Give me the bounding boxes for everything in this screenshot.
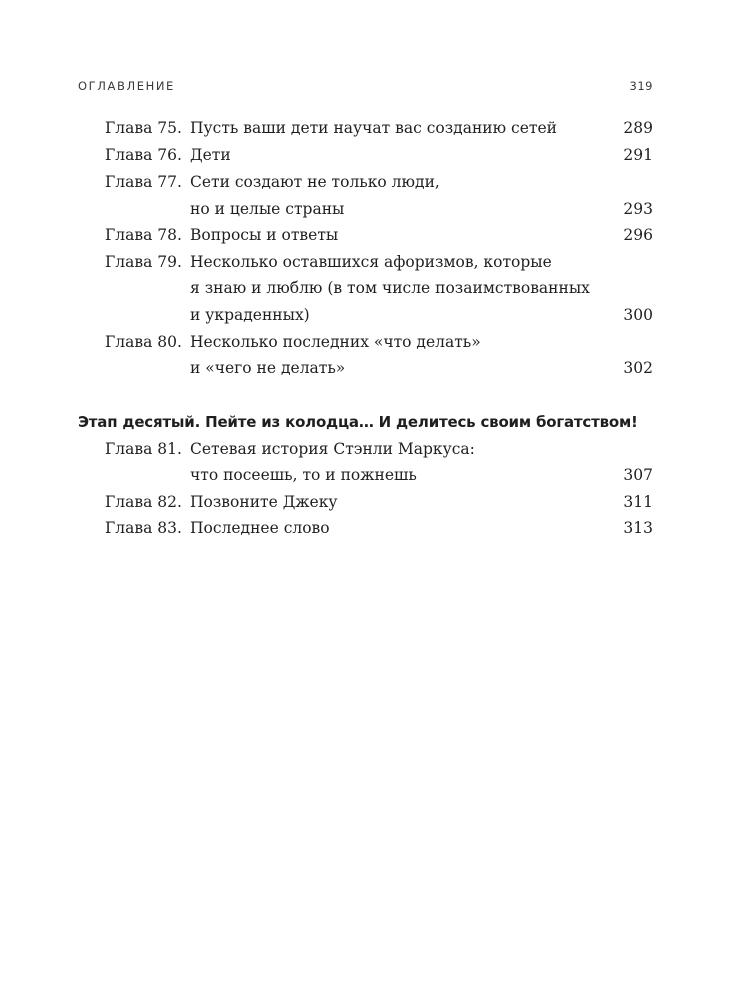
chapter-title-line: что посеешь, то и пожнешь (190, 466, 417, 484)
chapter-number: Глава 82. (105, 493, 182, 511)
chapter-title-line: Несколько последних «что делать» (190, 333, 481, 351)
chapter-page-number: 293 (623, 200, 653, 218)
chapter-title-line: Пусть ваши дети научат вас созданию сетей (190, 119, 557, 137)
chapter-title-line: Сети создают не только люди, (190, 173, 440, 191)
chapter-number: Глава 77. (105, 173, 182, 191)
chapter-number: Глава 79. (105, 253, 182, 271)
chapter-title-line: Несколько оставшихся афоризмов, которые (190, 253, 552, 271)
toc-entry-78[interactable] (0, 222, 756, 248)
chapter-page-number: 311 (623, 493, 653, 511)
chapter-number: Глава 80. (105, 333, 182, 351)
running-head-title: ОГЛАВЛЕНИЕ (78, 79, 175, 93)
chapter-page-number: 296 (623, 226, 653, 244)
toc-entry-77[interactable] (0, 169, 756, 195)
toc-entry-83[interactable] (0, 515, 756, 541)
toc-entry-82[interactable] (0, 489, 756, 515)
chapter-page-number: 291 (623, 146, 653, 164)
chapter-page-number: 313 (623, 519, 653, 537)
section-heading[interactable]: Этап десятый. Пейте из колодца… И делитесь своим богатством! (78, 413, 638, 431)
chapter-page-number: 289 (623, 119, 653, 137)
chapter-title-line: я знаю и люблю (в том числе позаимствованных (190, 279, 590, 297)
chapter-title-line: Последнее слово (190, 519, 330, 537)
toc-entry-80-continued[interactable] (0, 355, 756, 381)
chapter-title-line: Вопросы и ответы (190, 226, 339, 244)
chapter-page-number: 307 (623, 466, 653, 484)
running-head-page-number: 319 (629, 79, 653, 93)
chapter-title-line: и «чего не делать» (190, 359, 346, 377)
toc-entry-81-continued[interactable] (0, 462, 756, 488)
chapter-page-number: 300 (623, 306, 653, 324)
chapter-title-line: и украденных) (190, 306, 310, 324)
toc-entry-79-continued[interactable] (0, 302, 756, 328)
toc-entry-75[interactable] (0, 115, 756, 141)
chapter-number: Глава 81. (105, 440, 182, 458)
toc-entry-76[interactable] (0, 142, 756, 168)
chapter-title-line: Позвоните Джеку (190, 493, 338, 511)
chapter-title-line: но и целые страны (190, 200, 345, 218)
chapter-number: Глава 83. (105, 519, 182, 537)
chapter-page-number: 302 (623, 359, 653, 377)
chapter-number: Глава 75. (105, 119, 182, 137)
toc-entry-77-continued[interactable] (0, 196, 756, 222)
toc-entry-79[interactable] (0, 249, 756, 275)
chapter-number: Глава 76. (105, 146, 182, 164)
toc-entry-79-continued[interactable] (0, 275, 756, 301)
running-head (78, 79, 653, 99)
chapter-title-line: Дети (190, 146, 231, 164)
toc-entry-81[interactable] (0, 436, 756, 462)
chapter-number: Глава 78. (105, 226, 182, 244)
toc-entry-80[interactable] (0, 329, 756, 355)
chapter-title-line: Сетевая история Стэнли Маркуса: (190, 440, 475, 458)
